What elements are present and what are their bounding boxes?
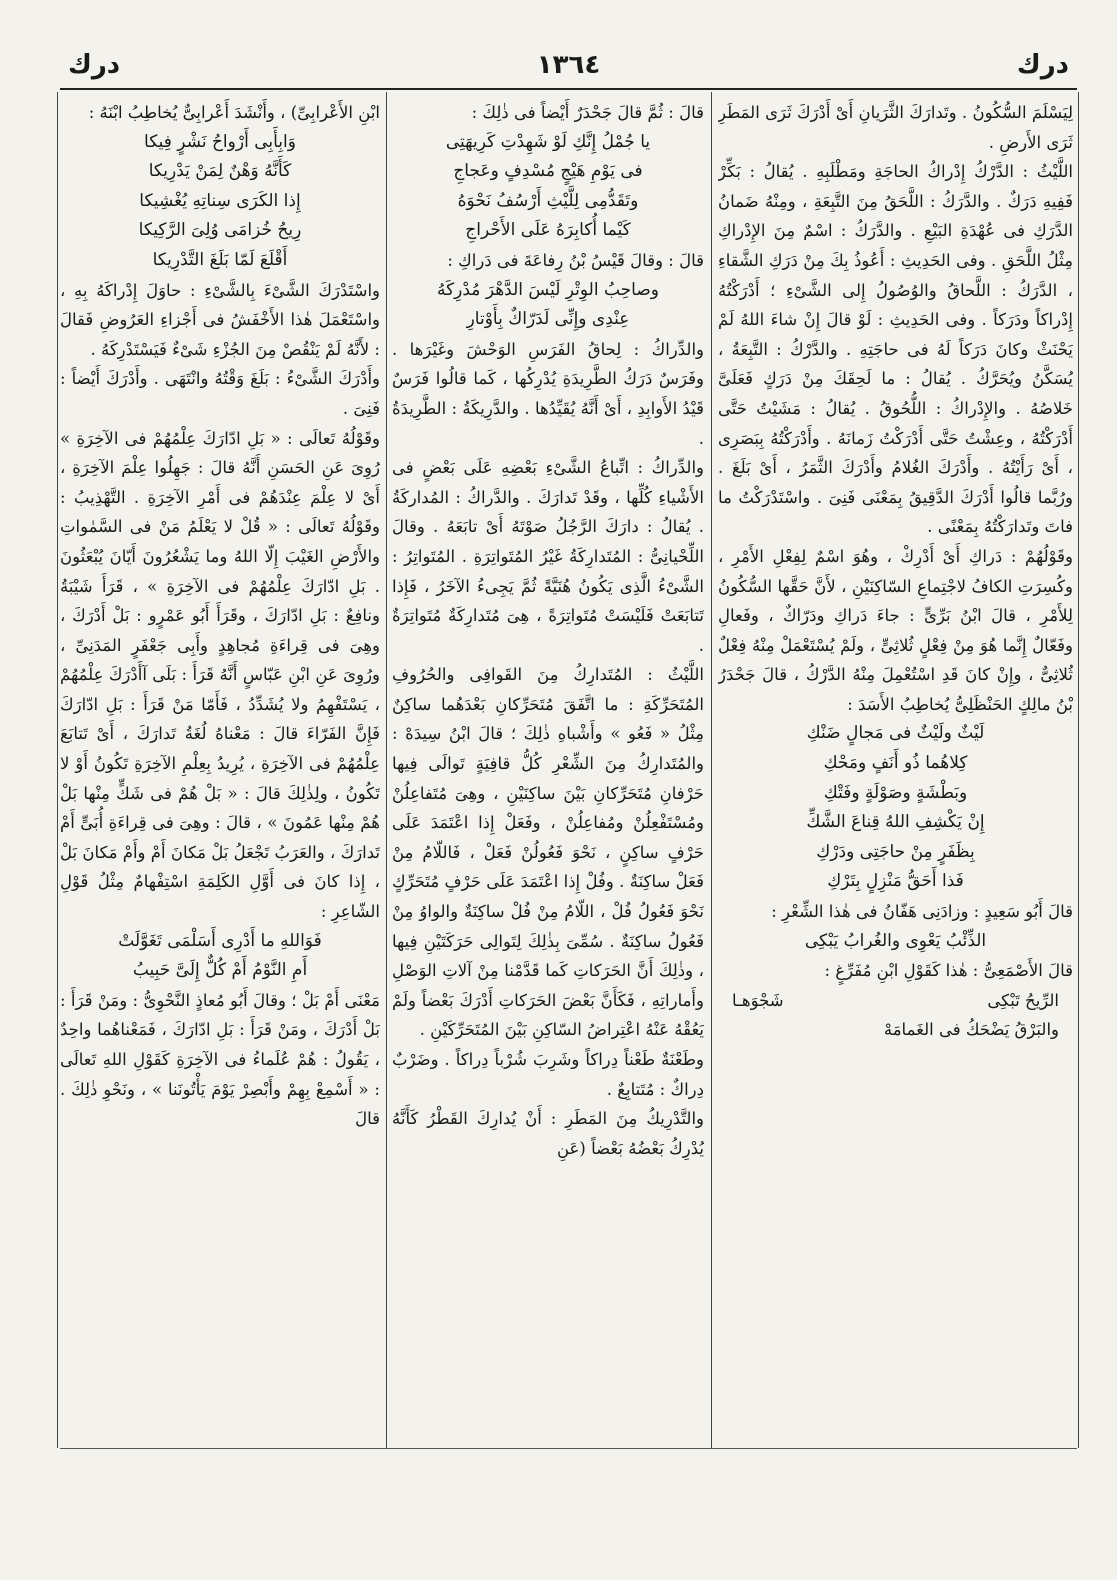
paragraph: وقَوْلُهُمْ : دَراكِ أَىْ أَدْرِكْ ، وهُوَ اسْمٌ لِفِعْلِ الأَمْرِ ، وكُسِرَتِ الكافُ لاجْتِماعِ السّاكِنَيْنِ ، لأَنَّ حَقَّها السُّكُونُ لِلأَمْرِ ، قالَ ابْنُ بَرِّىٍّ : جاءَ دَراكِ ودَرّاكٌ ، وفَعالِ وفَعّالٌ إِنَّما هُوَ مِنْ فِعْلٍ ثُلاثِىٍّ ، ولَمْ يُسْتَعْمَلْ مِنْهُ فِعْلٌ ثُلاثِىٌّ ، وإِنْ كانَ قَدِ اسْتُعْمِلَ مِنْهُ الدَّرْكُ ، قالَ جَحْدَرُ بْنُ مالِكٍ الحَنْظَلِىُّ يُخاطِبُ الأَسَدَ : [718, 546, 1073, 714]
page-number: ١٣٦٤ [536, 50, 601, 80]
paragraph: وقَوْلُهُ تَعالَى : « بَلِ ادّارَكَ عِلْمُهُمْ فى الآخِرَةِ » رُوِىَ عَنِ الحَسَنِ أَنَّهُ قالَ : جَهِلُوا عِلْمَ الآخِرَةِ ، أَىْ لا عِلْمَ عِنْدَهُمْ فى أَمْرِ الآخِرَةِ . التَّهْذِيبُ : وقَوْلُهُ تَعالَى : « قُلْ لا يَعْلَمُ مَنْ فى السَّمٰواتِ والأَرْضِ الغَيْبَ إِلّا اللهُ وما يَشْعُرُونَ أَيّانَ يُبْعَثُونَ . بَلِ ادّارَكَ عِلْمُهُمْ فى الآخِرَةِ » ، قَرَأَ شَيْبَةُ ونافِعٌ : بَلِ ادّارَكَ ، وقَرَأَ أَبُو عَمْرٍو : بَلْ أَدْرَكَ ، وهِىَ فى قِراءَةِ مُجاهِدٍ وأَبِى جَعْفَرٍ المَدَنِىِّ ، ورُوِىَ عَنِ ابْنِ عَبّاسٍ أَنَّهُ قَرَأَ : بَلَى آأَدْرَكَ عِلْمُهُمْ ، يَسْتَفْهِمُ ولا يُشَدِّدُ ، فَأَمّا مَنْ قَرَأَ : بَلِ ادّارَكَ فَإِنَّ الفَرّاءَ قالَ : مَعْناهُ لُغَةُ تَدارَكَ ، أَىْ تَتابَعَ عِلْمُهُمْ فى الآخِرَةِ ، يُرِيدُ بِعِلْمِ الآخِرَةِ تَكُونُ أَوْ لا تَكُونُ ، ولِذٰلِكَ قالَ : « بَلْ هُمْ فى شَكٍّ مِنْها بَلْ هُمْ مِنْها عَمُونَ » ، قالَ : وهِىَ فى قِراءَةِ أُبَىٍّ أَمْ تَدارَكَ ، والعَرَبُ تَجْعَلُ بَلْ مَكانَ أَمْ وأَمْ مَكانَ بَلْ ، إِذا كانَ فى أَوَّلِ الكَلِمَةِ اسْتِفْهامٌ مِثْلُ قَوْلِ الشّاعِرِ : [60, 428, 380, 922]
header-rule [60, 88, 1077, 90]
paragraph: مَعْنَى أَمْ بَلْ ؛ وقالَ أَبُو مُعاذٍ النَّحْوِىُّ : ومَنْ قَرَأَ : بَلْ أَدْرَكَ ، ومَنْ قَرَأَ : بَلِ ادّارَكَ ، فَمَعْناهُما واحِدٌ ، يَقُولُ : هُمْ عُلَماءُ فى الآخِرَةِ كَقَوْلِ اللهِ تَعالَى : « أَسْمِعْ بِهِمْ وأَبْصِرْ يَوْمَ يَأْتُونَنا » ، ونَحْوِ ذٰلِكَ . قالَ [60, 990, 380, 1129]
verse-line: عِنْدِى وإِنِّى لَدَرّاكٌ بِأَوْتارِ [466, 309, 630, 330]
text-column-left [60, 98, 380, 1440]
paragraph: وأَدْرَكَ الشَّىْءُ : بَلَغَ وَقْتُهُ وانْتَهَى . وأَدْرَكَ أَيْضاً : فَنِىَ . [60, 369, 380, 418]
verse-line: وتَقَدُّمِى لِلَّيْثِ أَرْسُفُ نَحْوَهُ [457, 190, 639, 211]
paragraph: لِيَسْلَمَ السُّكُونُ . وتَدارَكَ الثَّرَيانِ أَىْ أَدْرَكَ ثَرَى المَطَرِ ثَرَى الأَرضِ . [718, 103, 1073, 152]
paragraph: والدِّراكُ : اتِّباعُ الشَّىْءِ بَعْضِهِ عَلَى بَعْضٍ فى الأَشْياءِ كُلِّها ، وقَدْ تَدارَكَ . والدَّراكُ : المُداركَةُ . يُقالُ : دارَكَ الرَّجُلُ صَوْتَهُ أَىْ تابَعَهُ . وقالَ اللِّحْيانِىُّ : المُتَدارِكَةُ غَيْرُ المُتَواتِرَةِ . المُتَواتِرُ : الشَّىْءُ الَّذِى يَكُونُ هُنَيَّةً ثُمَّ يَجِىءُ الآخَرُ ، فَإِذا تَتابَعَتْ فَلَيْسَتْ مُتَواتِرَةً ، هِىَ مُتَدارِكَةٌ مُتَواتِرَةٌ . [392, 458, 704, 655]
verse-line: الذِّئْبُ يَعْوِى والغُرابُ يَبْكِى [804, 930, 987, 951]
verse-line: رِيحُ خُزامَى وُلِىَ الرَّكِيكا [138, 220, 302, 241]
verse-line [718, 1015, 1073, 1045]
frame-line-left [57, 92, 58, 1448]
verse-line: كَأَنَّهُ وَهْنٌ لِمَنْ يَدْرِيكا [148, 161, 292, 182]
verse-line: وبَطْشَةٍ وصَوْلَةٍ وفَتْكِ [823, 782, 968, 803]
verse-line: كِلاهُما ذُو أَنَفٍ ومَحْكِ [823, 753, 968, 774]
verse-line: فى يَوْمِ هَيْجٍ مُسْدِفٍ وعَجاجِ [453, 161, 643, 182]
footer-rule [60, 1448, 1077, 1449]
verse-hemistich: الرِّيحُ تَبْكِى [987, 990, 1059, 1010]
paragraph: وطَعْنَةٌ طَعْناً دِراكاً وشَرِبَ شُرْباً دِراكاً . وضَرْبٌ دِراكٌ : مُتَتابِعٌ . [392, 1050, 704, 1099]
verse-line: لَيْثٌ ولَيْثٌ فى مَجالٍ ضَنْكِ [806, 723, 985, 744]
paragraph: قالَ : ثُمَّ قالَ جَحْدَرٌ أَيْضاً فى ذٰلِكَ : [471, 103, 704, 122]
column-divider-1 [711, 92, 712, 1448]
verse-line: وَابِأَبِى أَرْواحُ نَشْرٍ فِيكا [144, 131, 296, 152]
verse-line: بِظَفَرٍ مِنْ حاجَتِى ودَرْكِ [816, 841, 975, 862]
column-divider-2 [386, 92, 387, 1448]
verse-line: وصاحِبُ الوِتْرِ لَيْسَ الدَّهْرَ مُدْرِكَهُ [436, 279, 660, 300]
verse-hemistich: والبَرْقُ يَضْحَكُ فى الغَمامَهْ [883, 1020, 1059, 1040]
verse-line [718, 986, 1073, 1016]
paragraph: ابْنِ الأَعْرابِىِّ) ، وأَنْشَدَ أَعْرابِىٌّ يُخاطِبُ ابْنَهُ : [88, 103, 380, 122]
verse-hemistich: شَجْوَهـا [732, 990, 784, 1010]
paragraph: قالَ : وقالَ قَيْسُ بْنُ رِفاعَةَ فى دَراكِ : [447, 250, 704, 270]
paragraph: قالَ الأَصْمَعِىُّ : هٰذا كَقَوْلِ ابْنِ مُفَرِّغٍ : [824, 961, 1073, 981]
verse-line: يا جُمْلُ إِنَّكِ لَوْ شَهِدْتِ كَرِيهَتِى [445, 131, 651, 152]
running-headword-left: درك [68, 50, 121, 80]
verse-line: فَذا أَحَقُّ مَنْزِلٍ بِتَرْكِ [827, 871, 964, 892]
paragraph: اللَّيْثُ : المُتَدارِكُ مِنَ القَوافِى والحُرُوفِ المُتَحَرِّكَةِ : ما اتَّفَقَ مُتَحَرِّكانِ بَعْدَهُما ساكِنٌ مِثْلُ « فَعُو » وأَشْباهِ ذٰلِكَ ؛ قالَ ابْنُ سِيدَهْ : والمُتَدارِكُ مِنَ الشِّعْرِ كُلُّ قافِيَةٍ تَوالَى فِيها حَرْفانِ مُتَحَرِّكانِ بَيْنَ ساكِنَيْنِ ، وهِىَ مُتَفاعِلُنْ ومُسْتَفْعِلُنْ ومُفاعِلُنْ ، وفَعَلْ إِذا اعْتَمَدَ عَلَى حَرْفٍ ساكِنٍ ، نَحْوَ فَعُولُنْ فَعَلْ ، فَاللّامُ مِنْ فَعَلْ ساكِنَةٌ . وفُلْ إِذا اعْتَمَدَ عَلَى حَرْفٍ مُتَحَرِّكٍ نَحْوَ فَعُولُ فُلْ ، اللّامُ مِنْ فُلْ ساكِنَةٌ والواوُ مِنْ فَعُولُ ساكِنَةٌ . سُمِّىَ بِذٰلِكَ لِتَوالِى حَرَكَتَيْنِ فِيها ، وذٰلِكَ أَنَّ الحَرَكاتِ كَما قَدَّمْنا مِنْ آلاتِ الوَصْلِ وأَماراتِهِ ، فَكَأَنَّ بَعْضَ الحَرَكاتِ أَدْرَكَ بَعْضاً ولَمْ يَعُقْهُ عَنْهُ اعْتِراضُ السّاكِنِ بَيْنَ المُتَحَرِّكَيْنِ . [392, 665, 704, 1040]
verse-line: إِنْ يَكْشِفِ اللهُ قِناعَ الشَّكِّ [806, 812, 985, 833]
page-header [60, 50, 1077, 88]
paragraph: واسْتَدْرَكَ الشَّىْءَ بِالشَّىْءِ : حاوَلَ إِدْراكَهُ بِهِ ، واسْتَعْمَلَ هٰذا الأَخْفَشُ فى أَجْزاءِ العَرُوضِ فَقالَ : لأَنَّهُ لَمْ يَنْقُصْ مِنَ الجُزْءِ شَىْءٌ فَيَسْتَدْرِكَهُ . [60, 280, 380, 359]
verse-line: إِذا الكَرَى سِناتِهِ يُغْشِيكا [139, 190, 301, 211]
verse-line: أَمِ النَّوْمُ أَمْ كُلٌّ إِلَىَّ حَبِيبُ [132, 960, 308, 981]
text-column-middle [392, 98, 704, 1440]
verse-line: كَيْما أُكابِرَهُ عَلَى الأَحْراجِ [465, 220, 631, 241]
paragraph: والدِّراكُ : لِحاقُ الفَرَسِ الوَحْشَ وغَيْرَها . وفَرَسٌ دَرَكُ الطَّرِيدَةِ يُدْرِكُها ، كَما قالُوا فَرَسٌ قَيْدُ الأَوابِدِ ، أَىْ أَنَّهُ يُقَيِّدُها . والدَّرِيكَةُ : الطَّرِيدَةُ . [392, 339, 704, 448]
verse-line: فَوَاللهِ ما أَدْرِى أَسَلْمَى تَغَوَّلَتْ [118, 930, 322, 951]
paragraph: اللَّيْثُ : الدَّرْكُ إِدْراكُ الحاجَةِ ومَطْلَبِهِ . يُقالُ : بَكِّرْ فَفِيهِ دَرَكٌ . والدَّرَكُ : اللَّحَقُ مِنَ التَّبِعَةِ ، ومِنْهُ ضَمانُ الدَّرَكِ فى عُهْدَةِ البَيْعِ . والدَّرَكُ : اسْمٌ مِنَ الإِدْراكِ مِثْلُ اللَّحَقِ . وفى الحَدِيثِ : أَعُوذُ بِكَ مِنْ دَرَكِ الشَّقاءِ ، الدَّرَكُ : اللَّحاقُ والوُصُولُ إِلى الشَّىْءِ ؛ أَدْرَكْتُهُ إِدْراكاً ودَرَكاً . وفى الحَدِيثِ : لَوْ قالَ إِنْ شاءَ اللهُ لَمْ يَحْنَثْ وكانَ دَرَكاً لَهُ فى حاجَتِهِ . والدَّرْكُ : التَّبِعَةُ ، يُسَكَّنُ ويُحَرَّكُ . يُقالُ : ما لَحِقَكَ مِنْ دَرَكٍ فَعَلَىَّ خَلاصُهُ . والإِدْراكُ : اللُّحُوقُ . يُقالُ : مَشَيْتُ حَتَّى أَدْرَكْتُهُ ، وعِشْتُ حَتَّى أَدْرَكْتُ زَمانَهُ . وأَدْرَكْتُهُ بِبَصَرِى ، أَىْ رَأَيْتُهُ . وأَدْرَكَ الغُلامُ وأَدْرَكَ الثَّمَرُ ، أَىْ بَلَغَ . ورُبَّما قالُوا أَدْرَكَ الدَّقِيقُ بِمَعْنَى فَنِىَ . واسْتَدْرَكْتُ ما فاتَ وتَدارَكْتُهُ بِمَعْنًى . [718, 162, 1073, 537]
text-column-right [718, 98, 1073, 1440]
running-headword-right: درك [1016, 50, 1069, 80]
frame-line-right [1078, 92, 1079, 1448]
paragraph: والتَّدْرِيكُ مِنَ المَطَرِ : أَنْ يُدارِكَ القَطْرُ كَأَنَّهُ يُدْرِكُ بَعْضُهُ بَعْضاً (عَنِ [392, 1109, 704, 1158]
verse-line: أَقْلَعَ لَمّا بَلَغَ التَّدْرِيكا [152, 249, 288, 270]
paragraph: قالَ أَبُو سَعِيدٍ : وزادَنِى هَفّانُ فى هٰذا الشِّعْرِ : [771, 902, 1073, 922]
